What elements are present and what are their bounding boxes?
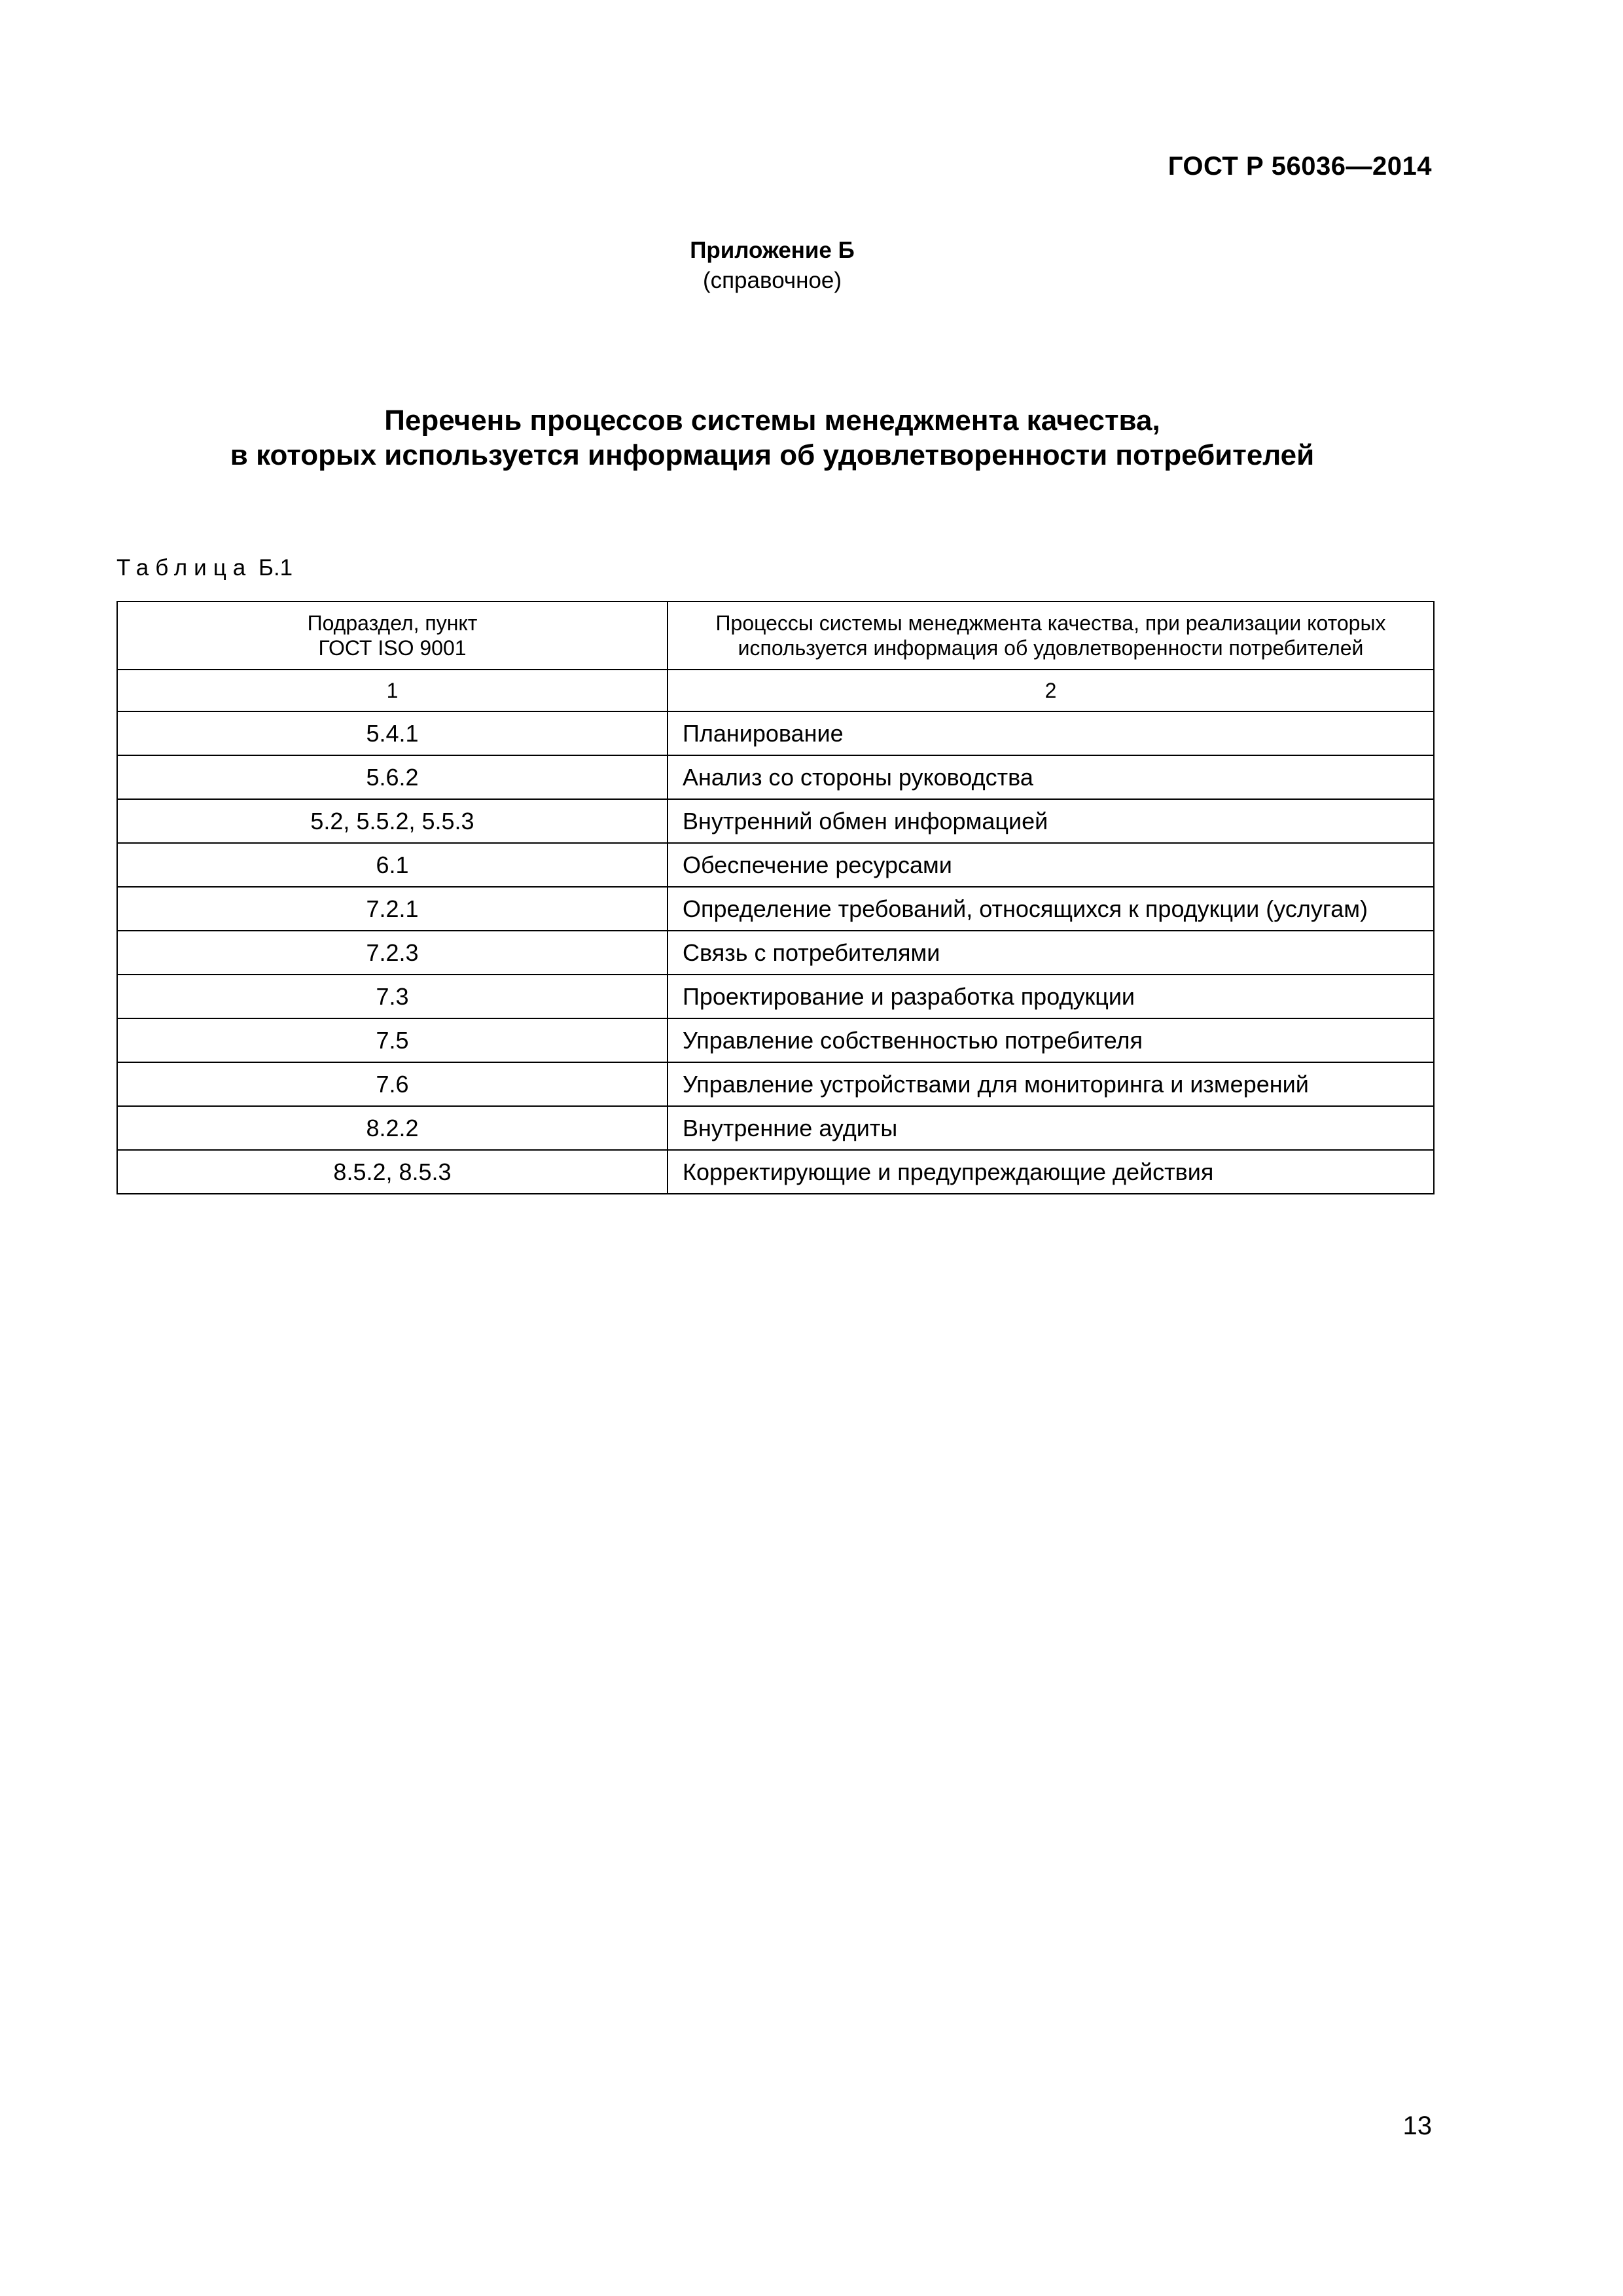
process-cell: Планирование: [668, 711, 1434, 755]
process-cell: Корректирующие и предупреждающие действия: [668, 1150, 1434, 1194]
clause-cell: 5.6.2: [117, 755, 668, 799]
table-row: [117, 1150, 1434, 1194]
header-clause-line-2: ГОСТ ISO 9001: [318, 636, 467, 660]
appendix-subtitle: (справочное): [702, 268, 842, 293]
appendix-block: [0, 236, 1544, 296]
process-cell: Внутренние аудиты: [668, 1106, 1434, 1150]
table-caption: [116, 554, 293, 583]
table-row: [117, 931, 1434, 975]
clause-cell: 6.1: [117, 843, 668, 887]
clause-cell: 7.5: [117, 1018, 668, 1062]
clause-cell: 7.6: [117, 1062, 668, 1106]
header-process-line-1: Процессы системы менеджмента качества, при реализации которых: [715, 611, 1386, 635]
table-row: [117, 887, 1434, 931]
column-number-2: 2: [668, 670, 1434, 711]
clause-cell: 8.2.2: [117, 1106, 668, 1150]
table-row: [117, 799, 1434, 843]
process-cell: Связь с потребителями: [668, 931, 1434, 975]
document-code: ГОСТ Р 56036—2014: [1168, 152, 1432, 181]
table-header-row: [117, 601, 1434, 670]
process-cell: Анализ со стороны руководства: [668, 755, 1434, 799]
clause-cell: 5.2, 5.5.2, 5.5.3: [117, 799, 668, 843]
clause-cell: 8.5.2, 8.5.3: [117, 1150, 668, 1194]
table-row: [117, 1018, 1434, 1062]
table-caption-word: Таблица: [116, 555, 253, 581]
header-process-line-2: используется информация об удовлетворенности потребителей: [738, 636, 1364, 660]
heading-line-1: Перечень процессов системы менеджмента качества,: [384, 404, 1160, 437]
process-cell: Проектирование и разработка продукции: [668, 975, 1434, 1018]
page-heading: [0, 403, 1544, 473]
page-number: 13: [1402, 2111, 1432, 2140]
heading-line-2: в которых используется информация об удовлетворенности потребителей: [230, 439, 1315, 471]
table-row: [117, 1106, 1434, 1150]
process-cell: Управление устройствами для мониторинга и измерений: [668, 1062, 1434, 1106]
table-row: [117, 843, 1434, 887]
clause-cell: 7.2.1: [117, 887, 668, 931]
appendix-title: Приложение Б: [690, 238, 855, 263]
table-caption-number: Б.1: [258, 555, 293, 581]
table-row: [117, 711, 1434, 755]
process-cell: Обеспечение ресурсами: [668, 843, 1434, 887]
table-row: [117, 755, 1434, 799]
processes-table: [116, 601, 1435, 1194]
table-row: [117, 1062, 1434, 1106]
header-process: [668, 601, 1434, 670]
clause-cell: 7.3: [117, 975, 668, 1018]
header-clause-line-1: Подраздел, пункт: [307, 611, 478, 635]
clause-cell: 5.4.1: [117, 711, 668, 755]
process-cell: Внутренний обмен информацией: [668, 799, 1434, 843]
header-clause: [117, 601, 668, 670]
process-cell: Управление собственностью потребителя: [668, 1018, 1434, 1062]
clause-cell: 7.2.3: [117, 931, 668, 975]
table-row: [117, 975, 1434, 1018]
process-cell: Определение требований, относящихся к продукции (услугам): [668, 887, 1434, 931]
column-number-row: [117, 670, 1434, 711]
column-number-1: 1: [117, 670, 668, 711]
